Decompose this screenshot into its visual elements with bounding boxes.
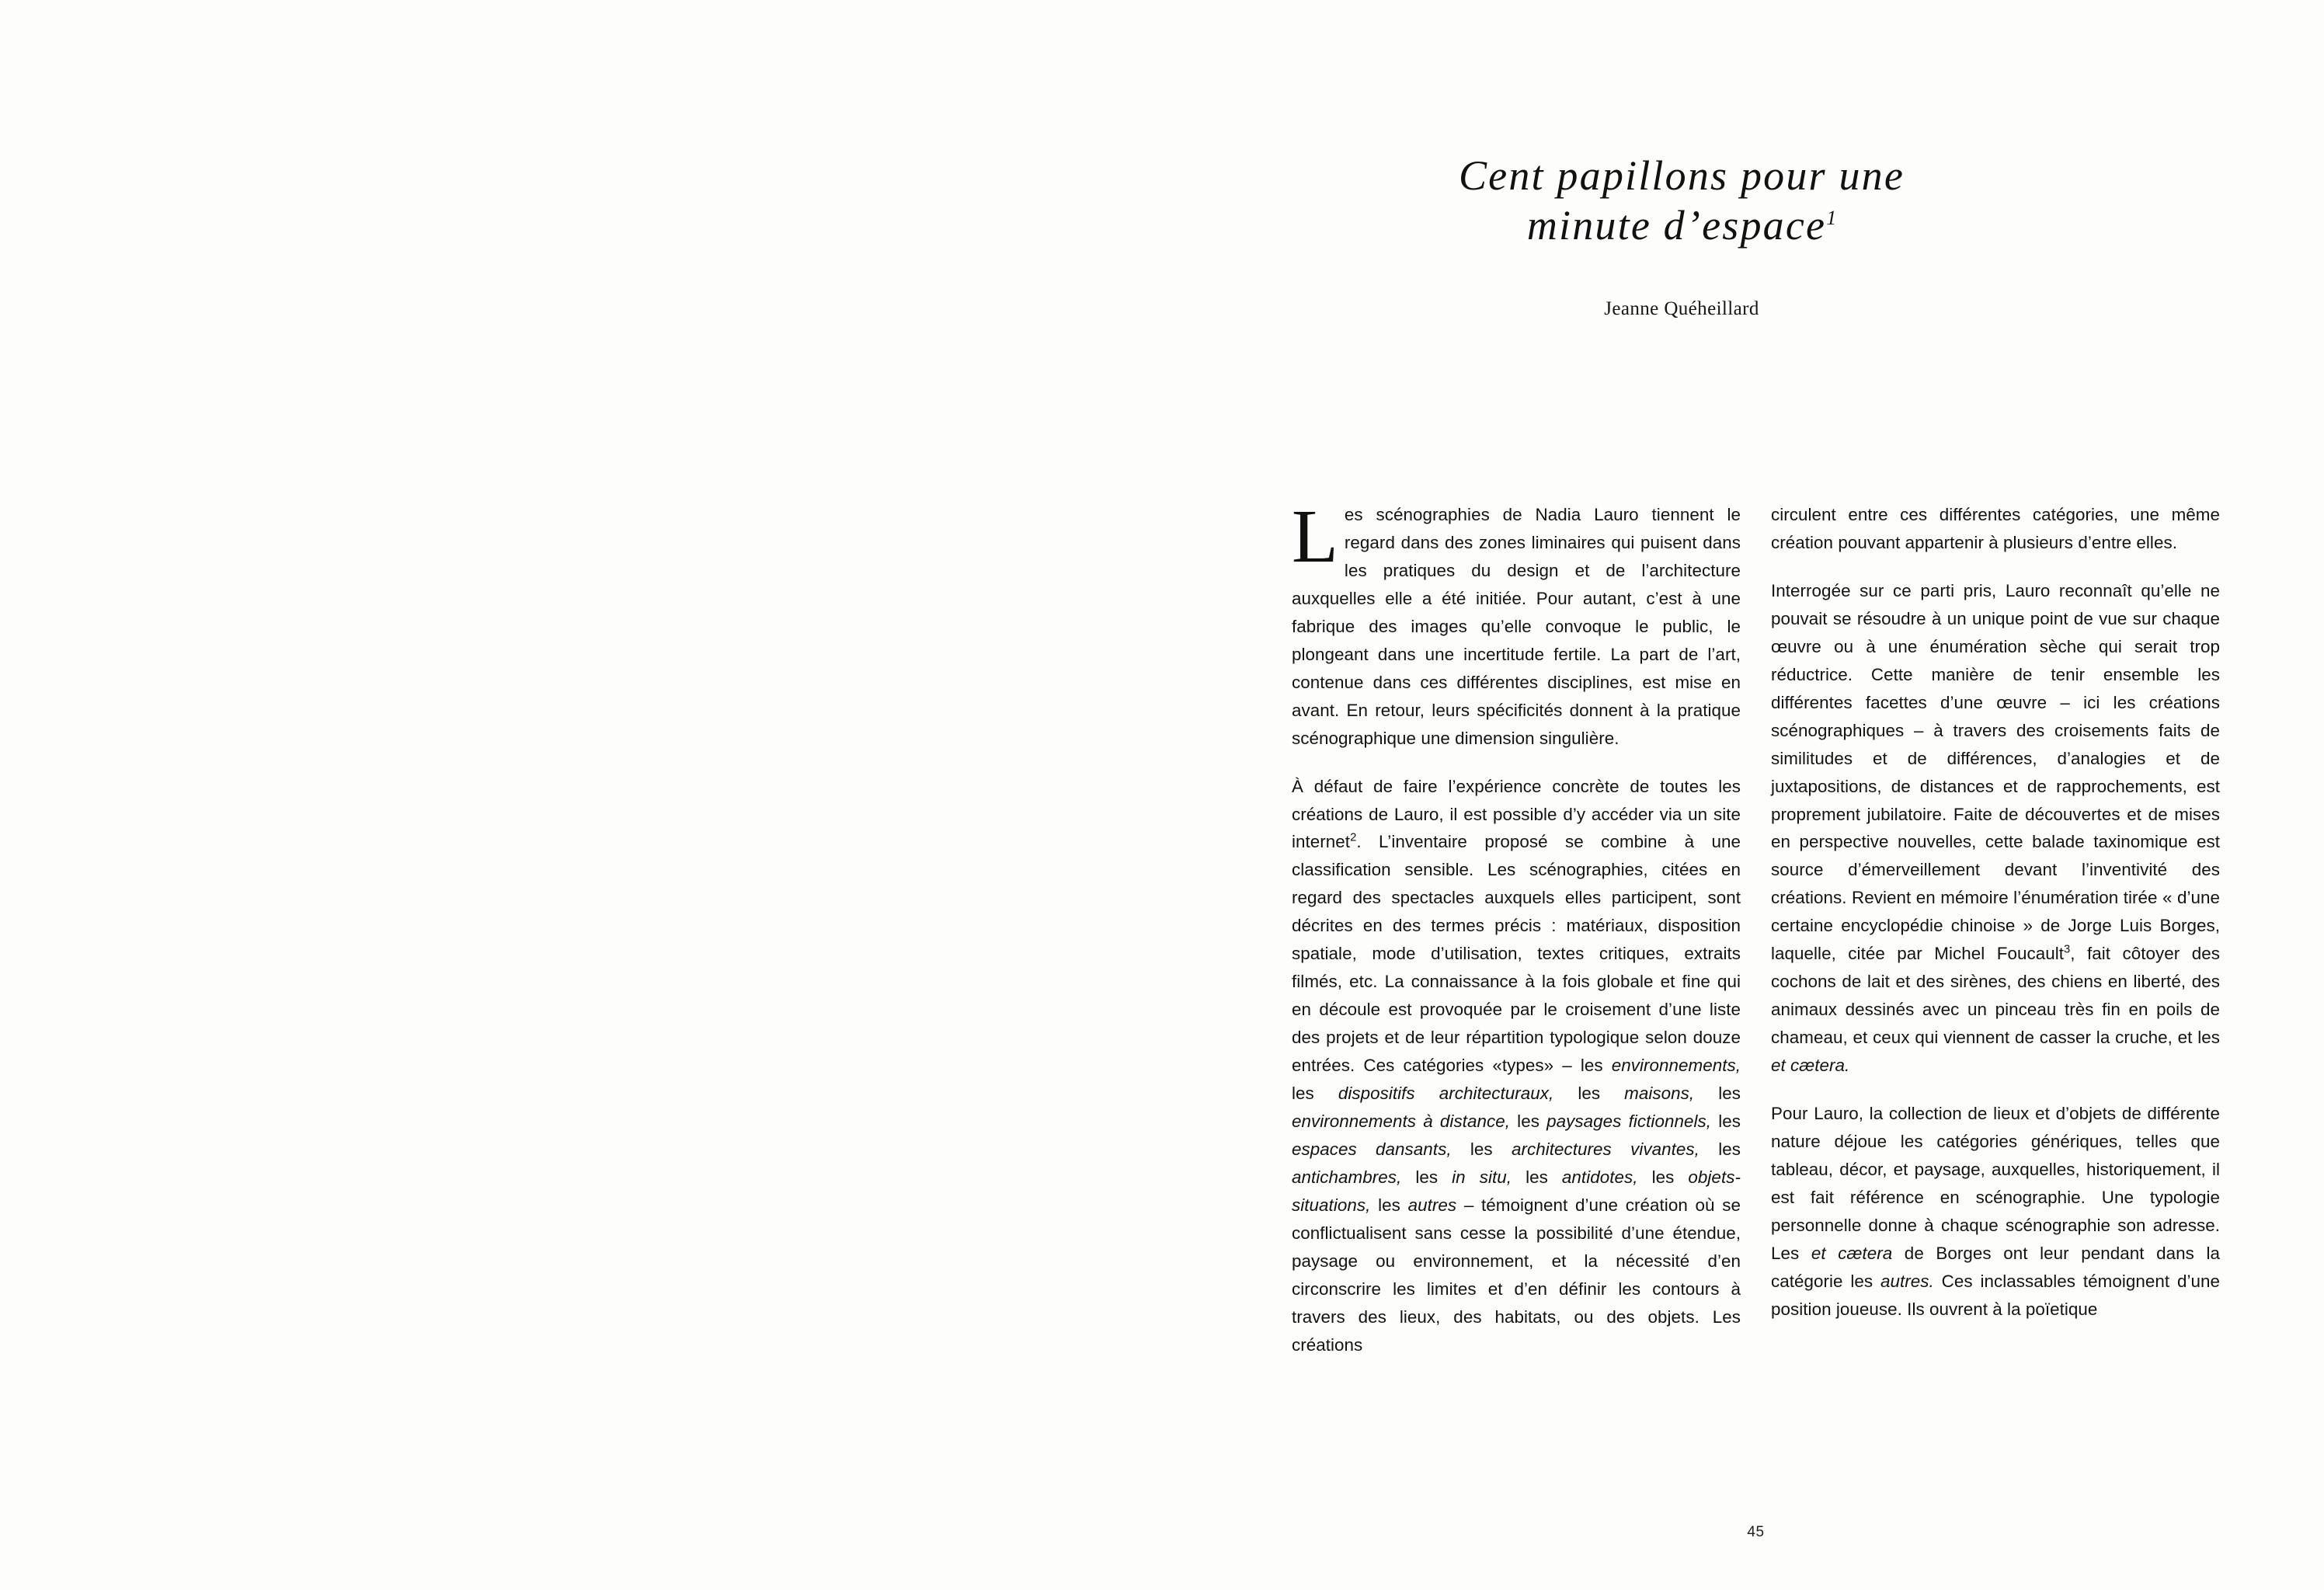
column-left	[1292, 495, 1741, 1359]
title-block	[1289, 151, 2074, 320]
paragraph-4	[1771, 577, 2220, 1080]
paragraph-1	[1292, 495, 1741, 753]
page-number: 45	[1747, 1524, 1765, 1540]
paragraph-4-text: Interrogée sur ce parti pris, Lauro reconnaît qu’elle ne pouvait se résoudre à un unique point de vue sur chaque œuvre ou à une énumération sèche qui serait trop réductrice. Cette manière de tenir ensemble les différentes facettes d’une œuvre – ici les créations scénographiques – à travers des croisements faits de similitudes et de différences, d’analogies et de juxtapositions, de distances et de rapprochements, est proprement jubilatoire. Faite de découvertes et de mises en perspective nouvelles, cette balade taxinomique est source d’émerveillement devant l’inventivité des créations. Revient en mémoire l’énumération tirée « d’une certaine encyclopédie chinoise » de Jorge Luis Borges, laquelle, citée par Michel Foucault$^3$, fait côtoyer des cochons de lait et des sirènes, des chiens en liberté, des animaux dessinés avec un pinceau très fin en poils de chameau, et ceux qui viennent de casser la cruche, et les et cætera.	[1771, 580, 2220, 1076]
title-line-2-text: minute d’espace	[1526, 201, 1827, 249]
paragraph-3-text: circulent entre ces différentes catégories, une même création pouvant appartenir à plusieurs d’entre elles.	[1771, 505, 2220, 552]
paragraph-3	[1771, 501, 2220, 557]
page-title	[1289, 151, 2074, 250]
drop-cap: L	[1292, 495, 1338, 579]
paragraph-2	[1292, 773, 1741, 1359]
title-line-2	[1289, 201, 2074, 251]
body-columns	[1292, 495, 2221, 1359]
paragraph-2-text: À défaut de faire l’expérience concrète de toutes les créations de Lauro, il est possible d’y accéder via un site internet$^2$. L’inventaire proposé se combine à une classification sensible. Les scénographies, citées en regard des spectacles auxquels elles participent, sont décrites en des termes précis : matériaux, disposition spatiale, mode d’utilisation, textes critiques, extraits filmés, etc. La connaissance à la fois globale et fine qui en découle est provoquée par le croisement d’une liste des projets et de leur répartition typologique selon douze entrées. Ces catégories «types» – les environnements, les dispositifs architecturaux, les maisons, les environnements à distance, les paysages fictionnels, les espaces dansants, les architectures vivantes, les antichambres, les in situ, les antidotes, les objets-situations, les autres – témoignent d’une création où se conflictualisent sans cesse la possibilité d’une étendue, paysage ou environnement, et la nécessité d’en circonscrire les limites et d’en définir les contours à travers des lieux, des habitats, ou des objets. Les créations	[1292, 776, 1741, 1355]
paragraph-5-text: Pour Lauro, la collection de lieux et d’objets de différente nature déjoue les catégories génériques, telles que tableau, décor, et paysage, auxquelles, historiquement, il est fait référence en scénographie. Une typologie personnelle donne à chaque scénographie son adresse. Les et cætera de Borges ont leur pendant dans la catégorie les autres. Ces inclassables témoignent d’une position joueuse. Ils ouvrent à la poïetique	[1771, 1104, 2221, 1319]
author-byline: Jeanne Quéheillard	[1604, 298, 1759, 320]
title-line-1: Cent papillons pour une	[1458, 152, 1905, 199]
paragraph-5	[1771, 1100, 2220, 1324]
column-right	[1771, 501, 2220, 1359]
title-footnote-marker: 1	[1826, 206, 1837, 229]
paragraph-1-text: es scénographies de Nadia Lauro tiennent le regard dans des zones liminaires qui puisent dans les pratiques du design et de l’architecture auxquelles elle a été initiée. Pour autant, c’est à une fabrique des images qu’elle convoque le public, le plongeant dans une incertitude fertile. La part de l’art, contenue dans ces différentes disciplines, est mise en avant. En retour, leurs spécificités donnent à la pratique scénographique une dimension singulière.	[1292, 505, 1741, 748]
